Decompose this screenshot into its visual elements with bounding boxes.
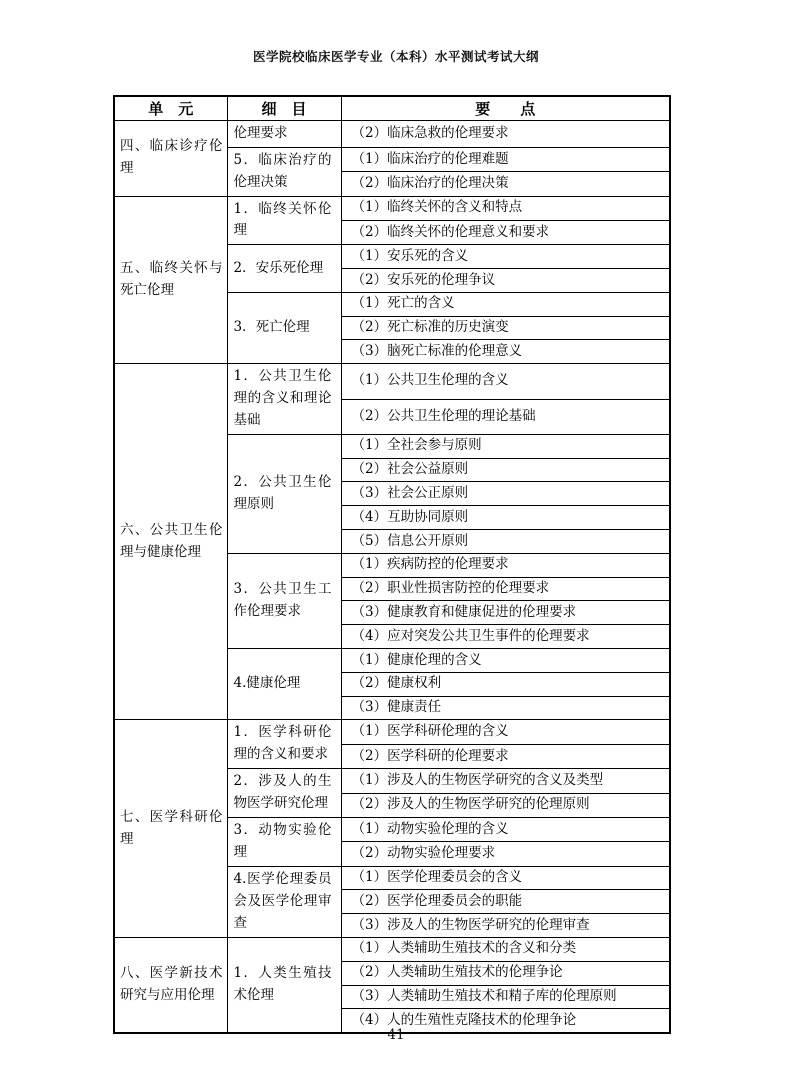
point-cell: （1）涉及人的生物医学研究的含义及类型	[341, 769, 670, 793]
point-cell: （2）医学科研的伦理要求	[341, 744, 670, 768]
table-header-row	[114, 96, 670, 121]
point-cell: （2）健康权利	[341, 672, 670, 696]
detail-cell: 3．死亡伦理	[227, 292, 341, 363]
point-cell: （1）医学伦理委员会的含义	[341, 866, 670, 890]
column-header-detail: 细 目	[227, 96, 341, 121]
point-cell: （1）死亡的含义	[341, 292, 670, 316]
unit-cell: 七、医学科研伦理	[114, 720, 227, 938]
point-cell: （2）临终关怀的伦理意义和要求	[341, 220, 670, 244]
detail-cell: 1．公共卫生伦理的含义和理论基础	[227, 364, 341, 435]
point-cell: （2）医学伦理委员会的职能	[341, 890, 670, 914]
point-cell: （2）职业性损害防控的伦理要求	[341, 577, 670, 601]
detail-cell: 2．安乐死伦理	[227, 245, 341, 293]
detail-cell: 3．公共卫生工作伦理要求	[227, 553, 341, 648]
point-cell: （1）健康伦理的含义	[341, 649, 670, 673]
point-cell: （1）人类辅助生殖技术的含义和分类	[341, 937, 670, 961]
table-row	[114, 937, 670, 961]
table-row	[114, 196, 670, 220]
detail-cell: 2．涉及人的生物医学研究伦理	[227, 769, 341, 818]
unit-cell: 五、临终关怀与死亡伦理	[114, 196, 227, 364]
detail-cell: 1．临终关怀伦理	[227, 196, 341, 245]
point-cell: （3）脑死亡标准的伦理意义	[341, 340, 670, 364]
point-cell: （2）安乐死的伦理争议	[341, 269, 670, 293]
point-cell: （3）健康责任	[341, 696, 670, 720]
point-cell: （1）全社会参与原则	[341, 434, 670, 458]
point-cell: （3）社会公正原则	[341, 482, 670, 506]
table-row	[114, 364, 670, 399]
detail-cell: 1．人类生殖技术伦理	[227, 937, 341, 1033]
point-cell: （1）动物实验伦理的含义	[341, 817, 670, 841]
syllabus-table	[113, 95, 671, 1034]
unit-cell: 六、公共卫生伦理与健康伦理	[114, 364, 227, 720]
point-cell: （2）临床治疗的伦理决策	[341, 172, 670, 196]
unit-cell: 八、医学新技术研究与应用伦理	[114, 937, 227, 1033]
point-cell: （3）涉及人的生物医学研究的伦理审查	[341, 914, 670, 938]
detail-cell: 5．临床治疗的伦理决策	[227, 147, 341, 196]
point-cell: （2）人类辅助生殖技术的伦理争论	[341, 961, 670, 985]
unit-cell: 四、临床诊疗伦理	[114, 121, 227, 197]
detail-cell: 4.健康伦理	[227, 649, 341, 720]
point-cell: （1）安乐死的含义	[341, 245, 670, 269]
detail-cell: 2．公共卫生伦理原则	[227, 434, 341, 553]
point-cell: （1）公共卫生伦理的含义	[341, 364, 670, 399]
detail-cell: 1．医学科研伦理的含义和要求	[227, 720, 341, 769]
column-header-unit: 单 元	[114, 96, 227, 121]
point-cell: （2）临床急救的伦理要求	[341, 121, 670, 148]
table-row	[114, 121, 670, 148]
point-cell: （1）疾病防控的伦理要求	[341, 553, 670, 577]
point-cell: （4）人的生殖性克隆技术的伦理争论	[341, 1009, 670, 1033]
point-cell: （5）信息公开原则	[341, 530, 670, 554]
point-cell: （2）涉及人的生物医学研究的伦理原则	[341, 793, 670, 817]
point-cell: （2）公共卫生伦理的理论基础	[341, 399, 670, 434]
page-number: 41	[387, 1027, 405, 1043]
point-cell: （2）死亡标准的历史演变	[341, 316, 670, 340]
point-cell: （2）社会公益原则	[341, 458, 670, 482]
table-row	[114, 720, 670, 744]
point-cell: （4）应对突发公共卫生事件的伦理要求	[341, 625, 670, 649]
column-header-points: 要 点	[341, 96, 670, 121]
document-title: 医学院校临床医学专业（本科）水平测试考试大纲	[252, 49, 539, 64]
detail-cell: 4.医学伦理委员会及医学伦理审查	[227, 866, 341, 937]
point-cell: （3）健康教育和健康促进的伦理要求	[341, 601, 670, 625]
point-cell: （1）临终关怀的含义和特点	[341, 196, 670, 220]
point-cell: （1）临床治疗的伦理难题	[341, 147, 670, 171]
detail-cell: 3．动物实验伦理	[227, 817, 341, 866]
point-cell: （1）医学科研伦理的含义	[341, 720, 670, 744]
point-cell: （2）动物实验伦理要求	[341, 842, 670, 866]
point-cell: （3）人类辅助生殖技术和精子库的伦理原则	[341, 985, 670, 1009]
point-cell: （4）互助协同原则	[341, 506, 670, 530]
detail-cell: 伦理要求	[227, 121, 341, 148]
